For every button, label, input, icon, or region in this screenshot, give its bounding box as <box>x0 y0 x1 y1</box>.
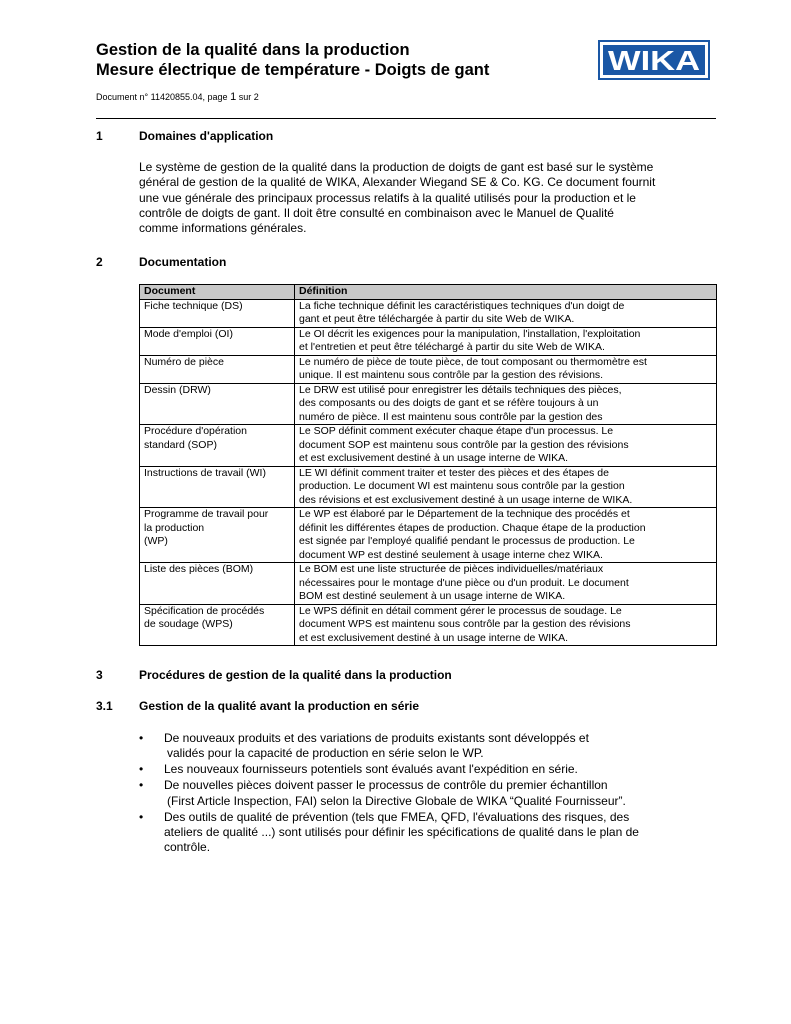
cell-line: gant et peut être téléchargée à partir du site Web de WIKA. <box>299 313 575 325</box>
page-number: 1 <box>230 91 237 103</box>
section-title: Documentation <box>139 255 227 269</box>
cell-line: document WPS est maintenu sous contrôle par la gestion des révisions <box>299 618 631 630</box>
table-row <box>140 383 717 425</box>
bullet-line: (First Article Inspection, FAI) selon la Directive Globale de WIKA “Qualité Fournisseur”. <box>167 793 626 808</box>
table-row <box>140 425 717 467</box>
cell-line: Le WPS définit en détail comment gérer le processus de soudage. Le <box>299 604 622 617</box>
cell-line: nécessaires pour le montage d'une pièce ou d'un produit. Le document <box>299 576 629 589</box>
intro-line: général de gestion de la qualité de WIKA, Alexander Wiegand SE & Co. KG. Ce document fournit <box>139 175 656 190</box>
intro-paragraph <box>139 160 719 236</box>
intro-line: comme informations générales. <box>139 221 307 236</box>
cell-line: document WP est destiné seulement à usage interne chez WIKA. <box>299 548 603 561</box>
definition-cell <box>295 299 717 327</box>
definition-cell <box>295 508 717 563</box>
cell-line: des composants ou des doigts de gant et se réfère toujours à un <box>299 397 599 409</box>
document-cell <box>140 383 295 425</box>
bullet-symbol: • <box>139 778 144 793</box>
cell-line: BOM est destiné seulement à un usage interne de WIKA. <box>299 590 566 602</box>
cell-line: numéro de pièce. Il est maintenu sous contrôle par la gestion des <box>299 410 603 423</box>
cell-line: et est exclusivement destiné à un usage interne de WIKA. <box>299 452 569 464</box>
table-row <box>140 508 717 563</box>
cell-line: la production <box>144 521 205 534</box>
bullet-line: De nouvelles pièces doivent passer le processus de contrôle du premier échantillon <box>164 778 608 793</box>
document-cell <box>140 604 295 646</box>
document-cell <box>140 327 295 355</box>
cell-line: standard (SOP) <box>144 438 217 451</box>
cell-line: de soudage (WPS) <box>144 618 233 630</box>
table-row <box>140 355 717 383</box>
bullet-line: De nouveaux produits et des variations de produits existants sont développés et <box>164 731 589 745</box>
cell-line: Liste des pièces (BOM) <box>144 563 254 575</box>
section-title: Domaines d'application <box>139 129 274 143</box>
cell-line: LE WI définit comment traiter et tester des pièces et des étapes de <box>299 466 609 479</box>
table-row <box>140 604 717 646</box>
list-item <box>139 731 699 762</box>
table-row <box>140 563 717 605</box>
doc-prefix: Document n° 11420855.04, page <box>96 92 228 102</box>
cell-line: Fiche technique (DS) <box>144 299 243 312</box>
cell-line: Le SOP définit comment exécuter chaque étape d'un processus. Le <box>299 425 614 437</box>
table-row <box>140 327 717 355</box>
section-title: Gestion de la qualité avant la production en série <box>139 699 420 713</box>
cell-line: Mode d'emploi (OI) <box>144 327 233 340</box>
bullet-line: ateliers de qualité ...) sont utilisés pour définir les spécifications de qualité dans le plan de <box>164 824 639 839</box>
cell-line: (WP) <box>144 535 168 547</box>
title-line-2: Mesure électrique de température - Doigts de gant <box>96 61 490 79</box>
intro-line: Le système de gestion de la qualité dans la production de doigts de gant est basé sur le système <box>139 160 654 174</box>
column-header-definition: Définition <box>295 285 717 300</box>
definition-cell <box>295 425 717 467</box>
bullet-line: contrôle. <box>164 840 211 855</box>
logo-text: WIKA <box>608 45 700 76</box>
intro-line: contrôle de doigts de gant. Il doit être consulté en combinaison avec le Manuel de Qualité <box>139 205 614 220</box>
cell-line: Dessin (DRW) <box>144 383 211 396</box>
section-number: 2 <box>96 255 103 269</box>
cell-line: unique. Il est maintenu sous contrôle par la gestion des révisions. <box>299 369 604 381</box>
intro-line: une vue générale des principaux processus relatifs à la qualité utilisés pour la production et le <box>139 190 636 205</box>
bullet-line: Des outils de qualité de prévention (tels que FMEA, QFD, l'évaluations des risques, des <box>164 809 630 824</box>
document-title <box>96 40 489 80</box>
cell-line: Numéro de pièce <box>144 355 224 368</box>
cell-line: La fiche technique définit les caractéristiques techniques d'un doigt de <box>299 299 625 312</box>
bullet-line: validés pour la capacité de production en série selon le WP. <box>167 746 484 761</box>
column-header-document: Document <box>140 285 295 300</box>
cell-line: document SOP est maintenu sous contrôle par la gestion des révisions <box>299 438 629 451</box>
definition-cell <box>295 355 717 383</box>
table-row <box>140 299 717 327</box>
bullet-symbol: • <box>139 809 144 824</box>
definition-cell <box>295 466 717 508</box>
bullet-symbol: • <box>139 731 144 745</box>
document-cell <box>140 425 295 467</box>
page-suffix: sur 2 <box>238 92 259 102</box>
bullet-symbol: • <box>139 762 144 777</box>
document-cell <box>140 466 295 508</box>
section-number: 1 <box>96 129 103 143</box>
cell-line: définit les différentes étapes de production. Chaque étape de la production <box>299 521 646 534</box>
list-item <box>139 778 699 809</box>
cell-line: est signée par l'employé qualifié pendant le processus de production. Le <box>299 535 635 547</box>
document-cell <box>140 508 295 563</box>
cell-line: Le OI décrit les exigences pour la manipulation, l'installation, l'exploitation <box>299 327 641 340</box>
table-header-row <box>140 285 717 300</box>
bullet-list <box>139 731 699 856</box>
cell-line: Spécification de procédés <box>144 604 265 617</box>
cell-line: des révisions et est exclusivement destiné à un usage interne de WIKA. <box>299 493 633 506</box>
bullet-line: Les nouveaux fournisseurs potentiels sont évalués avant l'expédition en série. <box>164 762 578 777</box>
document-cell <box>140 299 295 327</box>
cell-line: et l'entretien et peut être téléchargé à partir du site Web de WIKA. <box>299 341 605 353</box>
definition-cell <box>295 604 717 646</box>
section-number: 3 <box>96 668 103 682</box>
cell-line: Procédure d'opération <box>144 425 247 437</box>
document-cell <box>140 563 295 605</box>
documentation-table <box>139 284 717 646</box>
title-line-1: Gestion de la qualité dans la production <box>96 41 410 59</box>
table-row <box>140 466 717 508</box>
cell-line: Le numéro de pièce de toute pièce, de tout composant ou thermomètre est <box>299 355 647 368</box>
cell-line: Le WP est élaboré par le Département de la technique des procédés et <box>299 508 630 520</box>
document-number <box>96 91 259 103</box>
list-item <box>139 810 699 856</box>
cell-line: Programme de travail pour <box>144 508 269 520</box>
section-title: Procédures de gestion de la qualité dans la production <box>139 668 452 682</box>
cell-line: Instructions de travail (WI) <box>144 466 266 479</box>
document-cell <box>140 355 295 383</box>
definition-cell <box>295 563 717 605</box>
list-item <box>139 762 699 777</box>
cell-line: production. Le document WI est maintenu sous contrôle par la gestion <box>299 480 625 492</box>
definition-cell <box>295 383 717 425</box>
cell-line: Le BOM est une liste structurée de pièces individuelles/matériaux <box>299 563 604 575</box>
section-number: 3.1 <box>96 699 113 713</box>
cell-line: et est exclusivement destiné à un usage interne de WIKA. <box>299 631 569 644</box>
cell-line: Le DRW est utilisé pour enregistrer les détails techniques des pièces, <box>299 383 622 396</box>
wika-logo <box>598 40 710 80</box>
header-rule <box>96 118 716 119</box>
definition-cell <box>295 327 717 355</box>
